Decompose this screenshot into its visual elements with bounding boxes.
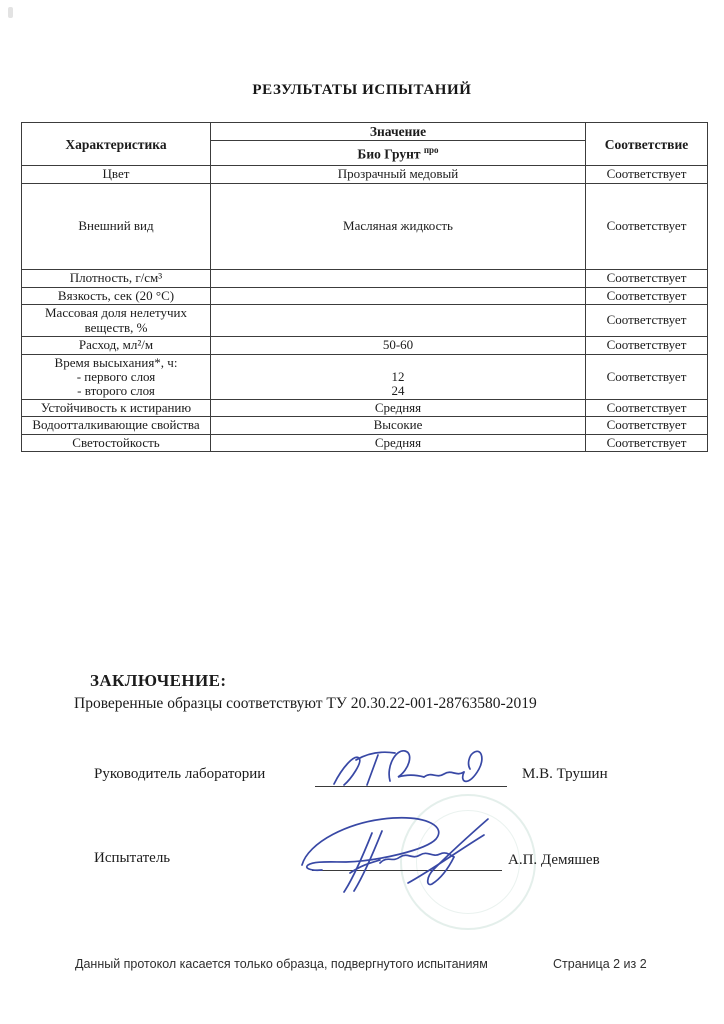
row-compliance: Соответствует [586,417,708,435]
signature-name-tester: А.П. Демяшев [508,852,600,868]
table-row [22,269,708,287]
row-value [211,287,586,305]
footer-page-indicator: Страница 2 из 2 [553,957,647,971]
row-characteristic: Массовая доля нелетучих веществ, % [22,305,211,337]
row-value: Средняя [211,399,586,417]
drying-value-line: 12 [391,368,405,384]
col-header-compliance: Соответствие [586,123,708,166]
drying-value-lines [215,356,581,398]
row-compliance: Соответствует [586,183,708,269]
drying-value-line [215,356,581,370]
row-compliance: Соответствует [586,269,708,287]
row-value [211,305,586,337]
signature-scribble-tester [288,805,520,900]
row-characteristic: Светостойкость [22,434,211,452]
row-value: Масляная жидкость [211,183,586,269]
row-value [211,269,586,287]
col-header-value-group: Значение [211,123,586,141]
row-characteristic: Водоотталкивающие свойства [22,417,211,435]
table-header-row-1 [22,123,708,141]
row-compliance: Соответствует [586,399,708,417]
results-table [21,122,708,452]
product-superscript: про [423,144,439,155]
drying-label-line: Время высыхания*, ч: [54,354,178,370]
row-characteristic: Цвет [22,166,211,184]
row-characteristic: Вязкость, сек (20 °С) [22,287,211,305]
row-value: Средняя [211,434,586,452]
table-row [22,337,708,355]
signature-name-lab-head: М.В. Трушин [522,766,608,782]
row-compliance: Соответствует [586,305,708,337]
row-characteristic: Устойчивость к истиранию [22,399,211,417]
drying-label-line: - первого слоя [76,368,156,384]
row-value: Высокие [211,417,586,435]
row-characteristic: Плотность, г/см³ [22,269,211,287]
row-characteristic [22,354,211,399]
row-compliance: Соответствует [586,287,708,305]
table-row-drying-time [22,354,708,399]
row-value: Прозрачный медовый [211,166,586,184]
row-compliance: Соответствует [586,434,708,452]
row-compliance: Соответствует [586,337,708,355]
page-title: РЕЗУЛЬТАТЫ ИСПЫТАНИЙ [252,82,472,98]
row-characteristic: Внешний вид [22,183,211,269]
table-row [22,183,708,269]
conclusion-text: Проверенные образцы соответствуют ТУ 20.30.22-001-28763580-2019 [74,695,537,712]
signature-scribble-lab-head [322,738,502,790]
row-compliance: Соответствует [586,166,708,184]
table-row [22,434,708,452]
col-header-product [211,141,586,166]
product-name: Био Грунт [357,146,421,162]
row-compliance: Соответствует [586,354,708,399]
signature-role-tester: Испытатель [94,850,171,866]
row-characteristic: Расход, мл²/м [22,337,211,355]
row-value: 50-60 [211,337,586,355]
conclusion-heading: ЗАКЛЮЧЕНИЕ: [90,671,227,690]
scan-artifact [8,7,13,18]
footer-note: Данный протокол касается только образца, подвергнутого испытаниям [75,957,488,971]
table-row [22,166,708,184]
signature-role-lab-head: Руководитель лаборатории [94,766,266,782]
row-value [211,354,586,399]
table-row [22,287,708,305]
col-header-characteristic: Характеристика [22,123,211,166]
drying-label-lines [26,356,206,398]
table-row [22,305,708,337]
drying-value-line: 24 [391,382,405,398]
table-row [22,399,708,417]
drying-label-line: - второго слоя [77,382,155,398]
table-row [22,417,708,435]
